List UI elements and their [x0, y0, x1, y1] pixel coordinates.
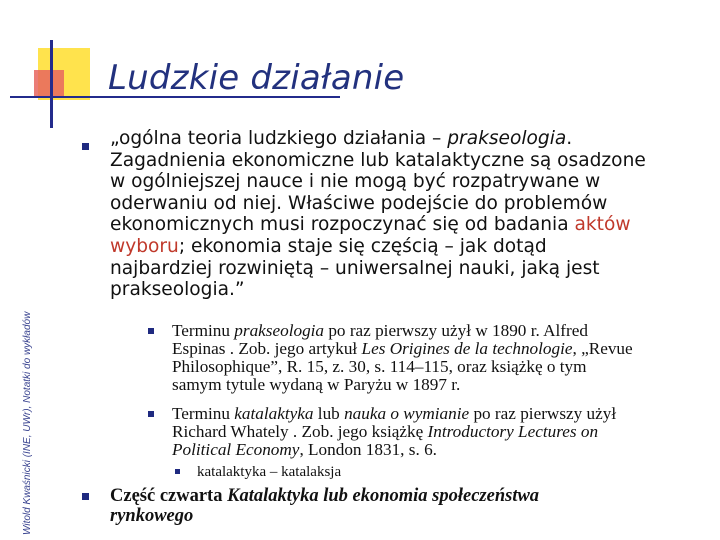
note-term: katalaktyka — [234, 404, 314, 423]
quote-line: . — [566, 128, 573, 149]
note-katalaksja: katalaktyka – katalaksja — [197, 464, 342, 480]
note-work-title: Introductory Lectures on — [427, 422, 599, 441]
decor-vertical-line — [50, 40, 53, 128]
note-text: Terminu — [172, 404, 235, 423]
quote-line: „ogólna teoria ludzkiego działania – — [110, 128, 448, 149]
decor-red-square — [34, 70, 64, 96]
note-text: Philosophique”, R. 15, z. 30, s. 114–115, oraz książkę o tym — [172, 357, 587, 376]
bullet-square-icon — [82, 143, 89, 150]
part-label: Część czwarta — [110, 486, 228, 506]
note-prakseologia — [172, 322, 633, 394]
quote-line: Zagadnienia ekonomiczne lub katalaktyczne są osadzone — [110, 149, 646, 171]
slide-title: Ludzkie działanie — [108, 58, 405, 98]
bullet-square-icon — [148, 411, 154, 417]
side-note: Witold Kwaśnicki (INE, UWr), Notatki do wykładów — [22, 311, 33, 535]
note-term: prakseologia — [234, 321, 325, 340]
quote-line: najbardziej rozwiniętą – uniwersalnej nauki, jaką jest — [110, 257, 600, 279]
note-work-title: Political Economy — [172, 440, 300, 459]
note-text: , London 1831, s. 6. — [299, 440, 437, 459]
note-text: , „Revue — [572, 339, 633, 358]
note-work-title: Les Origines de la technologie — [361, 339, 573, 358]
note-term: nauka o wymianie — [344, 404, 470, 423]
note-text: Espinas . Zob. jego artykuł — [172, 339, 362, 358]
quote-term: prakseologia — [447, 128, 567, 149]
bullet-square-icon — [148, 328, 154, 334]
note-text: Richard Whately . Zob. jego książkę — [172, 422, 428, 441]
quote-highlight: wyboru — [110, 235, 179, 257]
note-text: po raz pierwszy użył — [469, 404, 617, 423]
part-title: rynkowego — [110, 506, 194, 526]
note-text: samym tytule wydaną w Paryżu w 1897 r. — [172, 375, 461, 394]
note-text: po raz pierwszy użył w 1890 r. Alfred — [324, 321, 588, 340]
note-text: Terminu — [172, 321, 235, 340]
part-four-heading — [110, 486, 539, 526]
part-title: Katalaktyka lub ekonomia społeczeństwa — [227, 486, 540, 506]
note-katalaktyka — [172, 405, 616, 459]
bullet-square-icon — [175, 469, 180, 474]
note-text: lub — [313, 404, 345, 423]
quote-line: prakseologia.” — [110, 279, 245, 301]
quote-paragraph — [110, 128, 646, 301]
quote-line: oderwaniu od niej. Właściwe podejście do problemów — [110, 192, 608, 214]
quote-line: ekonomicznych musi rozpoczynać się od badania — [110, 214, 575, 236]
quote-highlight: aktów — [574, 214, 631, 236]
bullet-square-icon — [82, 493, 89, 500]
quote-line: w ogólniejszej nauce i nie mogą być rozpatrywane w — [110, 171, 601, 193]
quote-line: ; ekonomia staje się częścią – jak dotąd — [178, 235, 547, 257]
